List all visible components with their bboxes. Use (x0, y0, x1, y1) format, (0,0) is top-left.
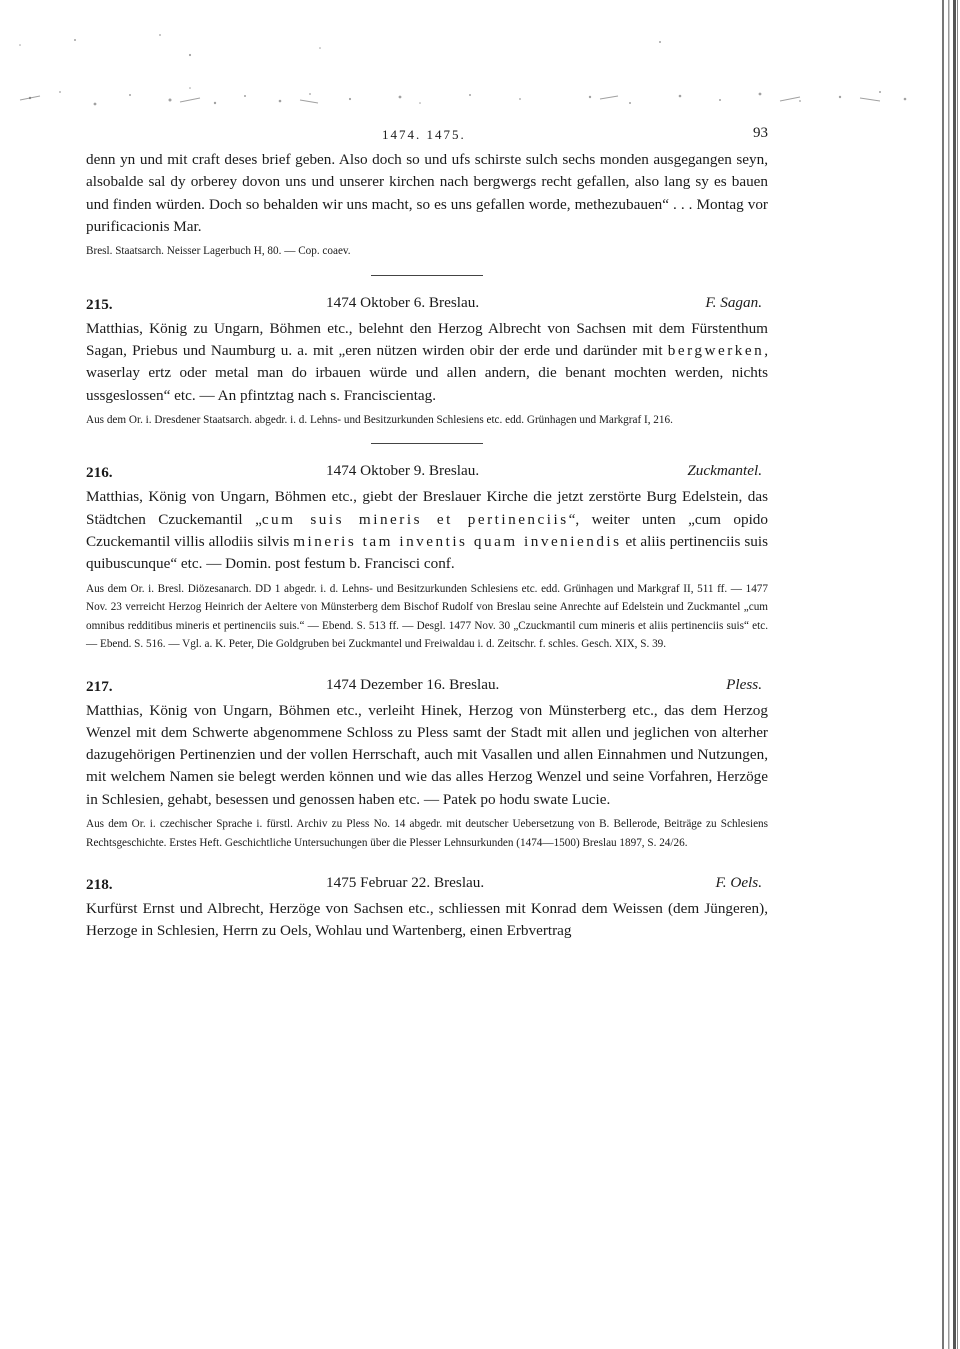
entry-date: 1475 Februar 22. Breslau. (326, 874, 485, 892)
intro-text: denn yn und mit craft deses brief geben. Also doch so und ufs schirste sulch sechs monden ausgegangen seyn, alsobalde sal dy orberey dovon uns und unserer kirchen nach bergwergs recht gefallen, also lang sy es bauen und finden würden. Doch so behalden wir uns macht, so es uns gefallen worde, methezubauen“ . . . Montag vor purificacionis Mar. (86, 151, 768, 235)
entry-text-part: “, weiter unten „cum opido Czuckemantil villis allodiis silvis (86, 510, 768, 550)
entry-place: Zuckmantel. (687, 462, 762, 480)
entry-heading (86, 874, 768, 898)
entry-text (86, 486, 768, 575)
entry-text-part: et aliis pertinenciis suis quibuscunque“ etc. — Domin. post festum b. Francisci conf. (86, 532, 768, 573)
running-title: 1474. 1475. (382, 127, 466, 142)
entry-number: 216. (86, 464, 113, 482)
separator-rule (371, 443, 483, 444)
page-number: 93 (753, 125, 768, 141)
entry-number: 217. (86, 677, 113, 695)
entry-note: Aus dem Or. i. Dresdener Staatsarch. abgedr. i. d. Lehns- und Besitzurkunden Schlesiens etc. edd. Grünhagen und Markgraf I, 216. (86, 413, 673, 426)
entry-place: F. Sagan. (705, 293, 762, 311)
separator-rule (371, 275, 483, 276)
entry-text-spaced: bergwerken (667, 341, 765, 359)
entry-number: 215. (86, 295, 113, 313)
entry-date: 1474 Dezember 16. Breslau. (326, 675, 500, 693)
entry-217 (86, 676, 768, 852)
entry-note: Aus dem Or. i. Bresl. Diözesanarch. DD 1 abgedr. i. d. Lehns- und Besitzurkunden Schlesiens etc. edd. Grünhagen und Markgraf II, 511 ff. — 1477 Nov. 23 verreicht Herzog Heinrich der Aeltere von Münsterberg dem Bischof Rudolf von Breslau seine Anrechte auf Edelstein und Zuckmantel „cum omnibus redditibus mineris et pertinenciis suis.“ — Ebend. S. 513 ff. — Desgl. 1477 Nov. 30 „Czuckmantil cum mineris et aliis pertinenciis suis“ etc. — Ebend. S. 516. — Vgl. a. K. Peter, Die Goldgruben bei Zuckmantel und Freiwaldau i. d. Zeitschr. f. schles. Gesch. XIX, S. 39. (86, 582, 768, 651)
entry-text-spaced: mineris tam inventis quam inveniendis (293, 532, 622, 550)
entry-text-part: Matthias, König von Ungarn, Böhmen etc., giebt der Breslauer Kirche die jetzt zerstörte Burg Edelstein, das Städtchen Czuckemantil „ (86, 488, 768, 528)
entry-number: 218. (86, 876, 113, 894)
entry-text: Matthias, König von Ungarn, Böhmen etc., verleiht Hinek, Herzog von Münsterberg etc., das dem Herzog Wenzel mit dem Schwerte abgenommene Schloss zu Pless samt der Stadt mit allen und jeglichen von alterher dazugehörigen Pertinenzien und der vollen Herrschaft, auch mit Vasallen und allen Einnahmen und Nutzungen, mit welchem Namen sie belegt werden können und wie das alles Herzog Wenzel und seine Vorfahren, Herzöge in Schlesien, gehabt, besessen und genossen haben etc. — Patek po hodu swate Lucie. (86, 701, 768, 808)
entry-heading (86, 676, 768, 700)
entry-heading (86, 294, 768, 318)
entry-218 (86, 874, 768, 943)
binding-edge-decoration (912, 0, 960, 1349)
scan-noise-decoration (0, 0, 960, 120)
entry-216 (86, 462, 768, 653)
entry-place: Pless. (726, 675, 762, 693)
entry-text (86, 318, 768, 407)
intro-note: Bresl. Staatsarch. Neisser Lagerbuch H, 80. — Cop. coaev. (86, 245, 351, 258)
entry-text-spaced: cum suis mineris et pertinenciis (261, 510, 569, 528)
entry-text-part: , waserlay ertz oder metal man do irbauen würde und allen andern, die benant mochten werden, nichts ussgeslossen“ etc. — An pfintztag nach s. Franciscientag. (86, 341, 768, 404)
page-content (86, 125, 768, 957)
entry-text: Kurfürst Ernst und Albrecht, Herzöge von Sachsen etc., schliessen mit Konrad dem Weissen (dem Jüngeren), Herzoge in Schlesien, Herrn zu Oels, Wohlau und Wartenberg, einen Erbvertrag (86, 900, 768, 940)
entry-place: F. Oels. (715, 874, 762, 892)
entry-note: Aus dem Or. i. czechischer Sprache i. fürstl. Archiv zu Pless No. 14 abgedr. mit deutscher Uebersetzung von B. Bellerode, Beiträge zu Schlesiens Rechtsgeschichte. Erstes Heft. Geschichtliche Untersuchungen über die Plesser Lehnsurkunden (1474—1500) Breslau 1897, S. 24/26. (86, 818, 768, 849)
page-header (86, 125, 768, 149)
entry-date: 1474 Oktober 6. Breslau. (326, 293, 480, 311)
intro-continuation (86, 149, 768, 261)
entry-215 (86, 294, 768, 430)
entry-date: 1474 Oktober 9. Breslau. (326, 462, 480, 480)
entry-text-part: Matthias, König zu Ungarn, Böhmen etc., belehnt den Herzog Albrecht von Sachsen mit dem Fürstenthum Sagan, Priebus und Naumburg u. a. mit „eren nützen wirden obir der erde und daründer mit (86, 319, 768, 359)
entry-heading (86, 462, 768, 486)
